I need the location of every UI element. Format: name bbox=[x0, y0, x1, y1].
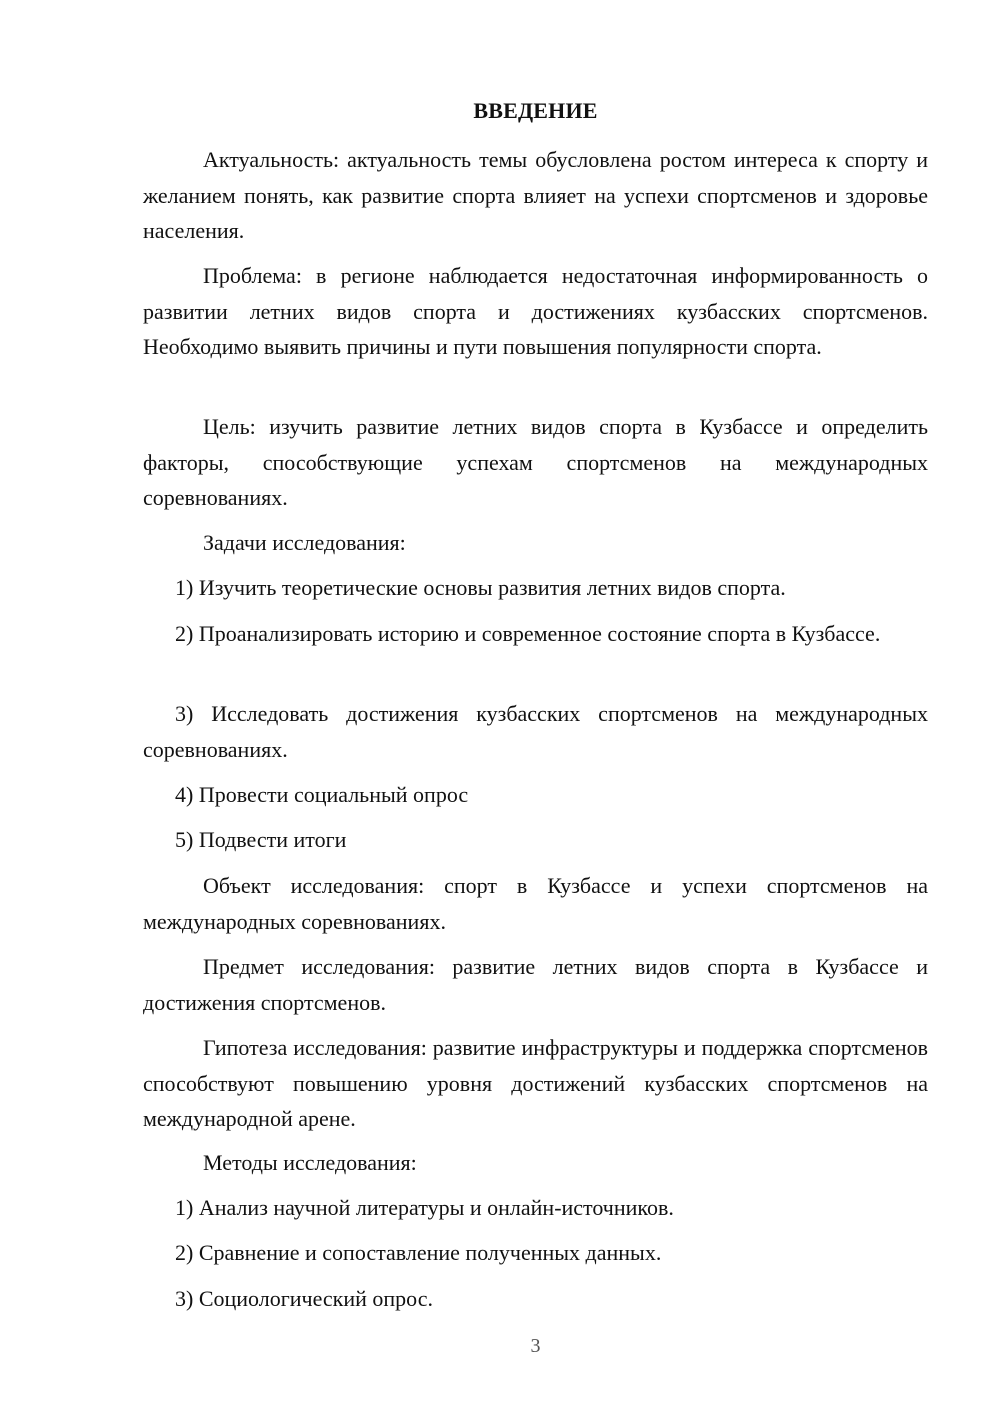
paragraph-object: Объект исследования: спорт в Кузбассе и успехи спортсменов на международных соревнованиях. bbox=[143, 873, 928, 934]
page-title: ВВЕДЕНИЕ bbox=[473, 98, 598, 123]
task-item-1: 1) Изучить теоретические основы развития летних видов спорта. bbox=[175, 575, 786, 600]
paragraph-goal: Цель: изучить развитие летних видов спорта в Кузбассе и определить факторы, способствующие успехам спортсменов на международных соревнованиях. bbox=[143, 414, 928, 510]
paragraph-hypothesis: Гипотеза исследования: развитие инфраструктуры и поддержка спортсменов способствуют повышению уровня достижений кузбасских спортсменов на международной арене. bbox=[143, 1035, 928, 1131]
task-item-4: 4) Провести социальный опрос bbox=[175, 782, 469, 807]
task-item-2: 2) Проанализировать историю и современное состояние спорта в Кузбассе. bbox=[175, 621, 881, 646]
method-item-3: 3) Социологический опрос. bbox=[175, 1286, 433, 1311]
method-item-1: 1) Анализ научной литературы и онлайн-источников. bbox=[175, 1195, 674, 1220]
method-item-2: 2) Сравнение и сопоставление полученных данных. bbox=[175, 1240, 662, 1265]
page-number: 3 bbox=[530, 1335, 541, 1357]
task-item-5: 5) Подвести итоги bbox=[175, 827, 347, 852]
paragraph-actuality: Актуальность: актуальность темы обусловлена ростом интереса к спорту и желанием понять, как развитие спорта влияет на успехи спортсменов и здоровье населения. bbox=[143, 147, 928, 243]
methods-heading: Методы исследования: bbox=[203, 1150, 417, 1175]
tasks-heading: Задачи исследования: bbox=[203, 530, 406, 555]
paragraph-subject: Предмет исследования: развитие летних видов спорта в Кузбассе и достижения спортсменов. bbox=[143, 954, 928, 1015]
task-item-3: 3) Исследовать достижения кузбасских спортсменов на международных соревнованиях. bbox=[143, 701, 928, 762]
paragraph-problem: Проблема: в регионе наблюдается недостаточная информированность о развитии летних видов спорта и достижениях кузбасских спортсменов. Необходимо выявить причины и пути повышения популярности спорта. bbox=[143, 263, 928, 359]
